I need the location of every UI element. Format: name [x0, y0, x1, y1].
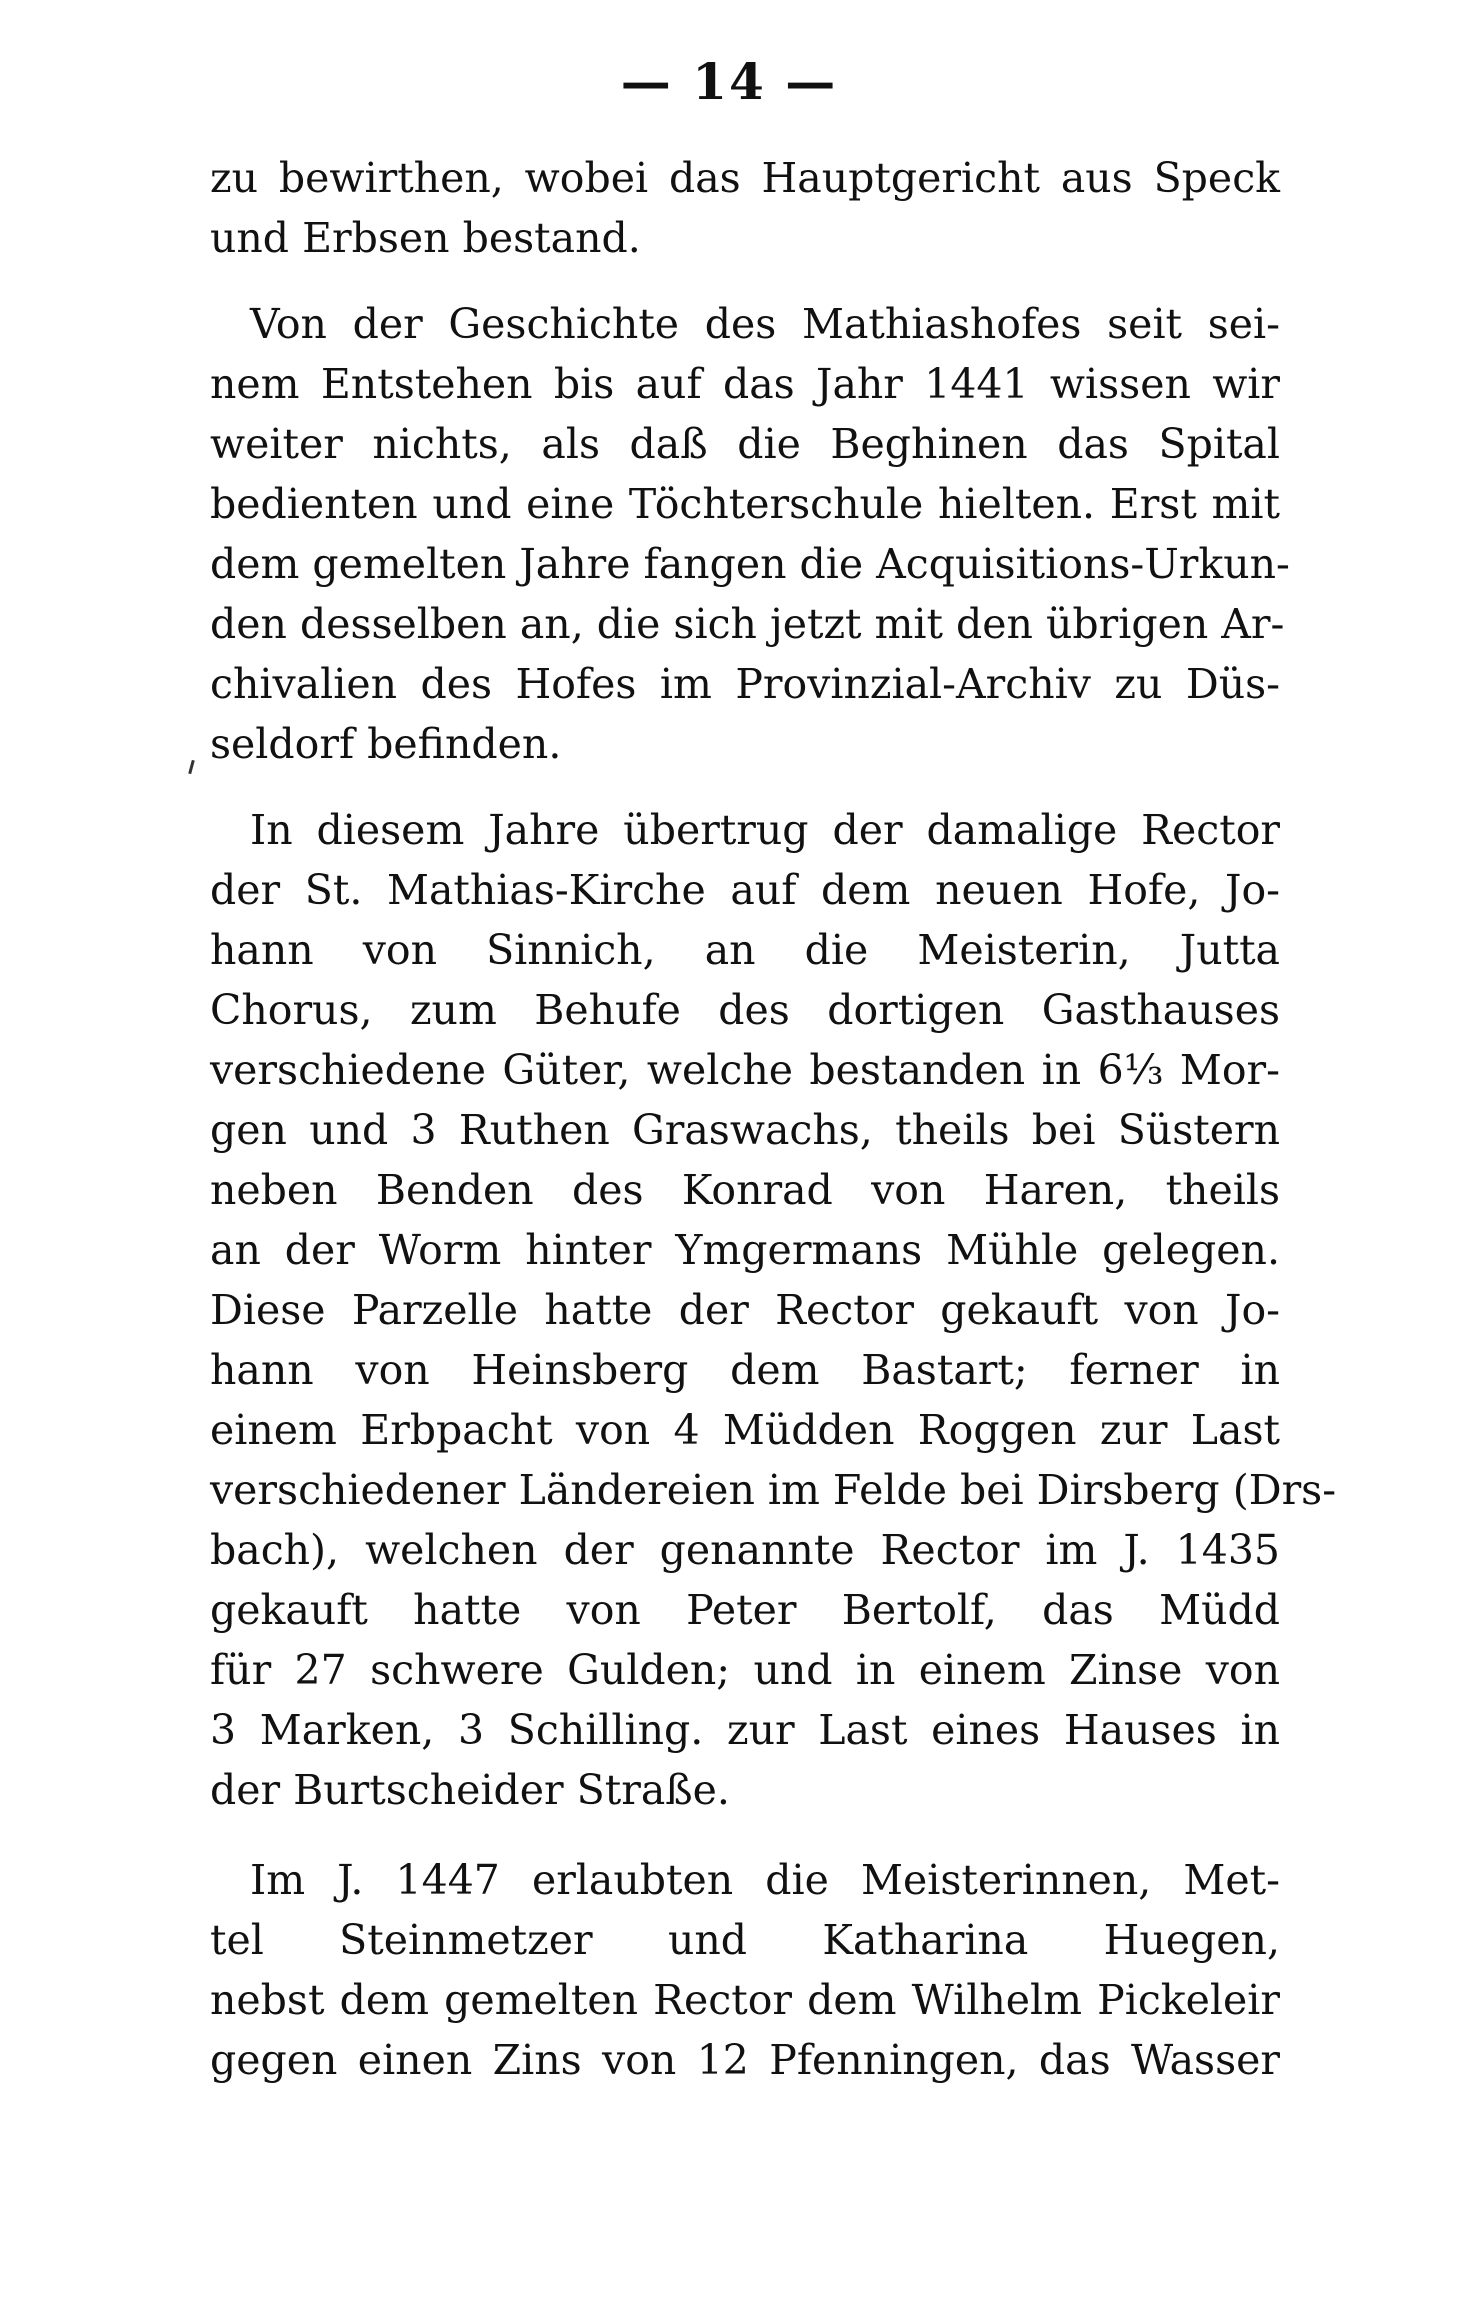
text-line: hann von Sinnich, an die Meisterin, Jutta — [210, 926, 1280, 974]
paragraph-1 — [210, 148, 1280, 268]
text-line: hann von Heinsberg dem Bastart; ferner in — [210, 1346, 1280, 1394]
text-line: der Burtscheider Straße. — [210, 1766, 730, 1814]
paragraph-3 — [210, 800, 1337, 1820]
text-line: für 27 schwere Gulden; und in einem Zinse von — [210, 1646, 1280, 1694]
text-line: Diese Parzelle hatte der Rector gekauft von Jo- — [210, 1286, 1280, 1334]
text-line: bedienten und eine Töchterschule hielten. Erst mit — [210, 480, 1280, 528]
text-line: seldorf befinden. — [210, 720, 562, 768]
text-line: In diesem Jahre übertrug der damalige Rector — [250, 806, 1280, 854]
text-line: Im J. 1447 erlaubten die Meisterinnen, Met- — [250, 1856, 1280, 1904]
text-line: 3 Marken, 3 Schilling. zur Last eines Hauses in — [210, 1706, 1280, 1754]
text-line: dem gemelten Jahre fangen die Acquisitions-Urkun- — [210, 540, 1290, 588]
text-line: und Erbsen bestand. — [210, 214, 641, 262]
text-line: weiter nichts, als daß die Beghinen das Spital — [210, 420, 1280, 468]
text-line: neben Benden des Konrad von Haren, theils — [210, 1166, 1280, 1214]
text-line: nebst dem gemelten Rector dem Wilhelm Pickeleir — [210, 1976, 1280, 2024]
text-line: chivalien des Hofes im Provinzial-Archiv zu Düs- — [210, 660, 1280, 708]
text-line: den desselben an, die sich jetzt mit den übrigen Ar- — [210, 600, 1285, 648]
text-line: gen und 3 Ruthen Graswachs, theils bei Süstern — [210, 1106, 1280, 1154]
text-line: gegen einen Zins von 12 Pfenningen, das Wasser — [210, 2036, 1280, 2084]
text-line: an der Worm hinter Ymgermans Mühle gelegen. — [210, 1226, 1280, 1274]
paragraph-2 — [210, 294, 1290, 774]
page-number: — 14 — — [620, 52, 838, 111]
text-line: Chorus, zum Behufe des dortigen Gasthauses — [210, 986, 1280, 1034]
text-line: einem Erbpacht von 4 Müdden Roggen zur Last — [210, 1406, 1280, 1454]
text-line: Von der Geschichte des Mathiashofes seit sei- — [250, 300, 1280, 348]
text-line: der St. Mathias-Kirche auf dem neuen Hofe, Jo- — [210, 866, 1280, 914]
stray-ink-mark — [188, 760, 195, 774]
text-line: tel Steinmetzer und Katharina Huegen, — [210, 1916, 1280, 1964]
text-line: gekauft hatte von Peter Bertolf, das Müdd — [210, 1586, 1280, 1634]
text-line: zu bewirthen, wobei das Hauptgericht aus Speck — [210, 154, 1280, 202]
text-line: verschiedene Güter, welche bestanden in 6⅓ Mor- — [210, 1046, 1280, 1094]
paragraph-4 — [210, 1850, 1280, 2090]
text-line: bach), welchen der genannte Rector im J. 1435 — [210, 1526, 1280, 1574]
text-line: verschiedener Ländereien im Felde bei Dirsberg (Drs- — [210, 1466, 1337, 1514]
text-line: nem Entstehen bis auf das Jahr 1441 wissen wir — [210, 360, 1280, 408]
